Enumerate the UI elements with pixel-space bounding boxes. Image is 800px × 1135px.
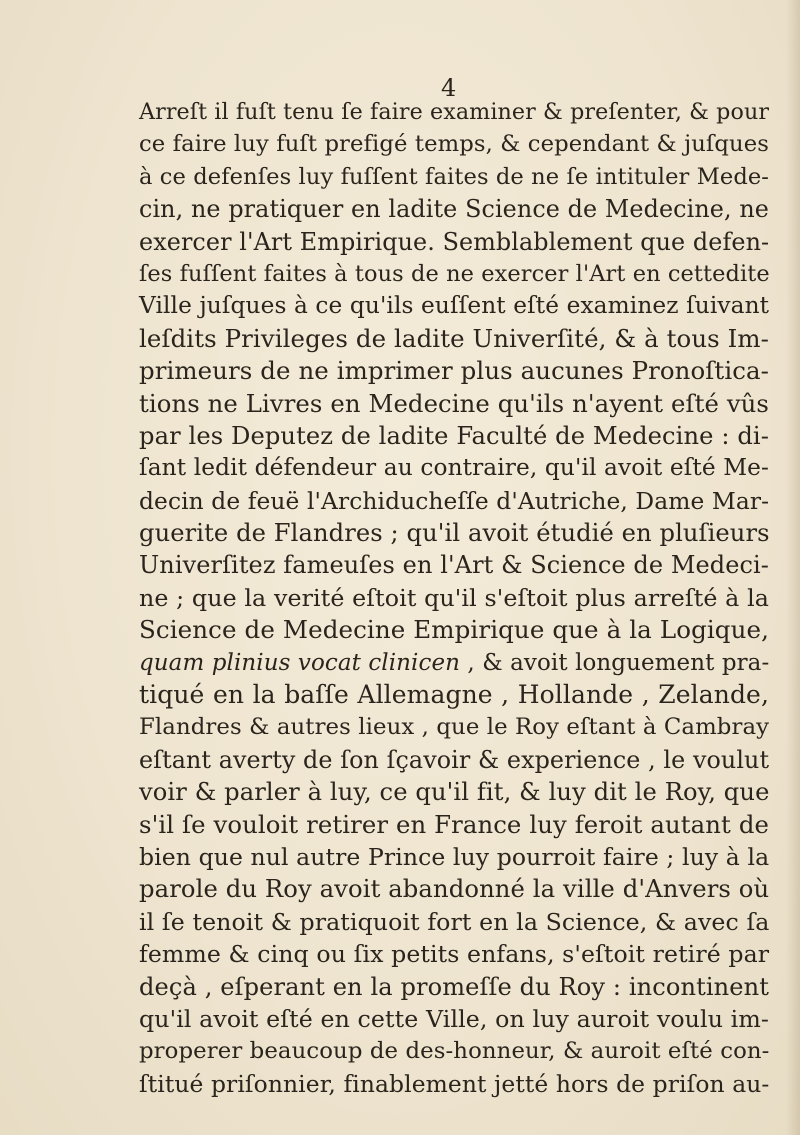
text-line: leſdits Privileges de ladite Univerſité, & à tous Im-: [139, 323, 769, 353]
text-line: ſant ledit défendeur au contraire, qu'il avoit eſté Me-: [139, 454, 769, 482]
text-line-with-italic: quam plinius vocat clinicen , & avoit longuement pra-: [139, 649, 770, 676]
body-text: [139, 96, 769, 1100]
text-line: s'il ſe vouloit retirer en France luy feroit autant de: [139, 809, 769, 839]
text-line: eſtant averty de ſon ſçavoir & experience , le voulut: [139, 745, 770, 774]
text-line: deçà , eſperant en la promeſſe du Roy : incontinent: [139, 972, 769, 1001]
text-line: Flandres & autres lieux , que le Roy eſtant à Cambray: [139, 714, 770, 741]
page-edge-shadow: [786, 0, 800, 1135]
text-line: par les Deputez de ladite Faculté de Medecine : di-: [139, 421, 770, 450]
text-line: qu'il avoit eſté en cette Ville, on luy auroit voulu im-: [139, 1004, 769, 1033]
text-line: Arreſt il fuſt tenu ſe faire examiner & preſenter, & pour: [139, 99, 770, 125]
page-number: 4: [441, 74, 457, 102]
text-line: Science de Medecine Empirique que à la Logique,: [139, 615, 769, 645]
text-line: cin, ne pratiquer en ladite Science de Medecine, ne: [139, 195, 769, 224]
text-line: Ville juſques à ce qu'ils euſſent eſté examinez ſuivant: [139, 292, 770, 320]
text-line: bien que nul autre Prince luy pourroit faire ; luy à la: [139, 842, 770, 871]
text-line: tiqué en la baſſe Allemagne , Hollande , Zelande,: [139, 680, 769, 710]
text-line: properer beaucoup de des-honneur, & auroit eſté con-: [139, 1038, 770, 1065]
text-line: ne ; que la verité eſtoit qu'il s'eſtoit plus arreſté à la: [139, 583, 769, 612]
text-line: ce faire luy fuſt prefigé temps, & cependant & juſques: [139, 131, 770, 158]
text-line: Univerſitez fameuſes en l'Art & Science de Medeci-: [139, 551, 769, 580]
text-line: parole du Roy avoit abandonné la ville d'Anvers où: [139, 874, 770, 904]
text-line: à ce defenſes luy fuſſent faites de ne ſe intituler Mede-: [139, 163, 770, 190]
italic-phrase: quam plinius vocat clinicen: [139, 649, 461, 676]
text-line: il ſe tenoit & pratiquoit fort en la Science, & avec ſa: [139, 907, 770, 936]
text-line: tions ne Livres en Medecine qu'ils n'ayent eſté vûs: [139, 388, 769, 418]
text-line: guerite de Flandres ; qu'il avoit étudié en pluſieurs: [139, 519, 770, 548]
text-line: decin de feuë l'Archiducheſſe d'Autriche, Dame Mar-: [139, 486, 770, 515]
text-line: femme & cinq ou ſix petits enfans, s'eſtoit retiré par: [139, 940, 770, 969]
text-line: ſes fuſſent faites à tous de ne exercer l'Art en cettedite: [139, 260, 770, 287]
text-line: primeurs de ne imprimer plus aucunes Pronoſtica-: [139, 356, 769, 386]
text-line: ſtitué priſonnier, finablement jetté hors de priſon au-: [139, 1069, 770, 1098]
text-line: voir & parler à luy, ce qu'il fit, & luy dit le Roy, que: [139, 778, 770, 807]
text-line: exercer l'Art Empirique. Semblablement que defen-: [139, 227, 770, 256]
